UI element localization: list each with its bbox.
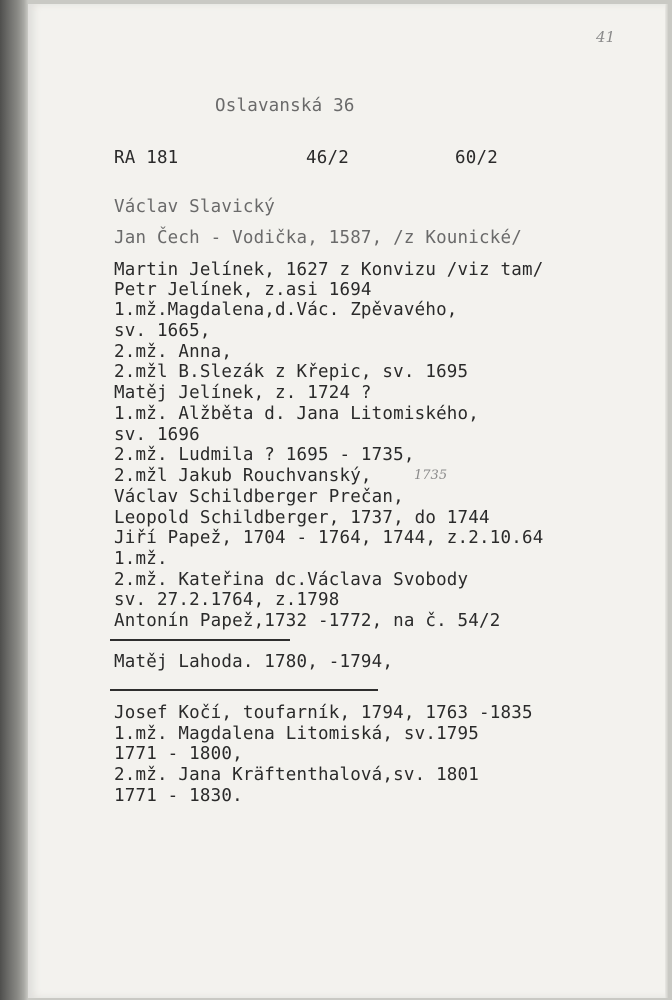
entry-line: 1.mž.Magdalena,d.Vác. Zpěvavého, bbox=[114, 300, 458, 320]
entry-line: Leopold Schildberger, 1737, do 1744 bbox=[114, 508, 490, 528]
entry-line: 1771 - 1800, bbox=[114, 744, 243, 764]
entry-line: 1771 - 1830. bbox=[114, 786, 243, 806]
page-number: 41 bbox=[596, 28, 616, 46]
entry-line: Martin Jelínek, 1627 z Konvizu /viz tam/ bbox=[114, 260, 544, 280]
entry-line: Antonín Papež,1732 -1772, na č. 54/2 bbox=[114, 611, 501, 631]
entry-line: Josef Kočí, toufarník, 1794, 1763 -1835 bbox=[114, 703, 533, 723]
entry-line: Matěj Jelínek, z. 1724 ? bbox=[114, 383, 372, 403]
ref-ra: RA 181 bbox=[114, 148, 179, 168]
entry-line: Václav Slavický bbox=[114, 197, 276, 217]
entry-line: 1.mž. bbox=[114, 549, 168, 569]
entry-line: 2.mž. Ludmila ? 1695 - 1735, bbox=[114, 445, 415, 465]
page-edge bbox=[665, 4, 668, 998]
entry-line: 2.mž. Jana Kräftenthalová,sv. 1801 bbox=[114, 765, 480, 785]
entry-line: sv. 1696 bbox=[114, 425, 200, 445]
entry-line: Jan Čech - Vodička, 1587, /z Kounické/ bbox=[114, 228, 522, 248]
entry-line: 2.mž. Anna, bbox=[114, 342, 233, 362]
divider-rule bbox=[110, 639, 290, 641]
ref-b: 60/2 bbox=[455, 148, 498, 168]
entry-line: 2.mž. Kateřina dc.Václava Svobody bbox=[114, 570, 469, 590]
entry-line: Jiří Papež, 1704 - 1764, 1744, z.2.10.64 bbox=[114, 528, 544, 548]
heading-address: Oslavanská 36 bbox=[215, 96, 355, 116]
divider-rule bbox=[110, 689, 378, 691]
handwritten-note: 1735 bbox=[414, 468, 448, 483]
entry-line: 2.mžl Jakub Rouchvanský, bbox=[114, 466, 372, 486]
entry-line: Václav Schildberger Prečan, bbox=[114, 487, 404, 507]
entry-line: 1.mž. Magdalena Litomiská, sv.1795 bbox=[114, 724, 480, 744]
entry-line: sv. 1665, bbox=[114, 321, 211, 341]
ref-a: 46/2 bbox=[306, 148, 349, 168]
entry-line: 1.mž. Alžběta d. Jana Litomiského, bbox=[114, 404, 480, 424]
entry-line: Petr Jelínek, z.asi 1694 bbox=[114, 280, 372, 300]
entry-line: sv. 27.2.1764, z.1798 bbox=[114, 590, 340, 610]
entry-line: Matěj Lahoda. 1780, -1794, bbox=[114, 652, 394, 672]
entry-line: 2.mžl B.Slezák z Křepic, sv. 1695 bbox=[114, 362, 469, 382]
